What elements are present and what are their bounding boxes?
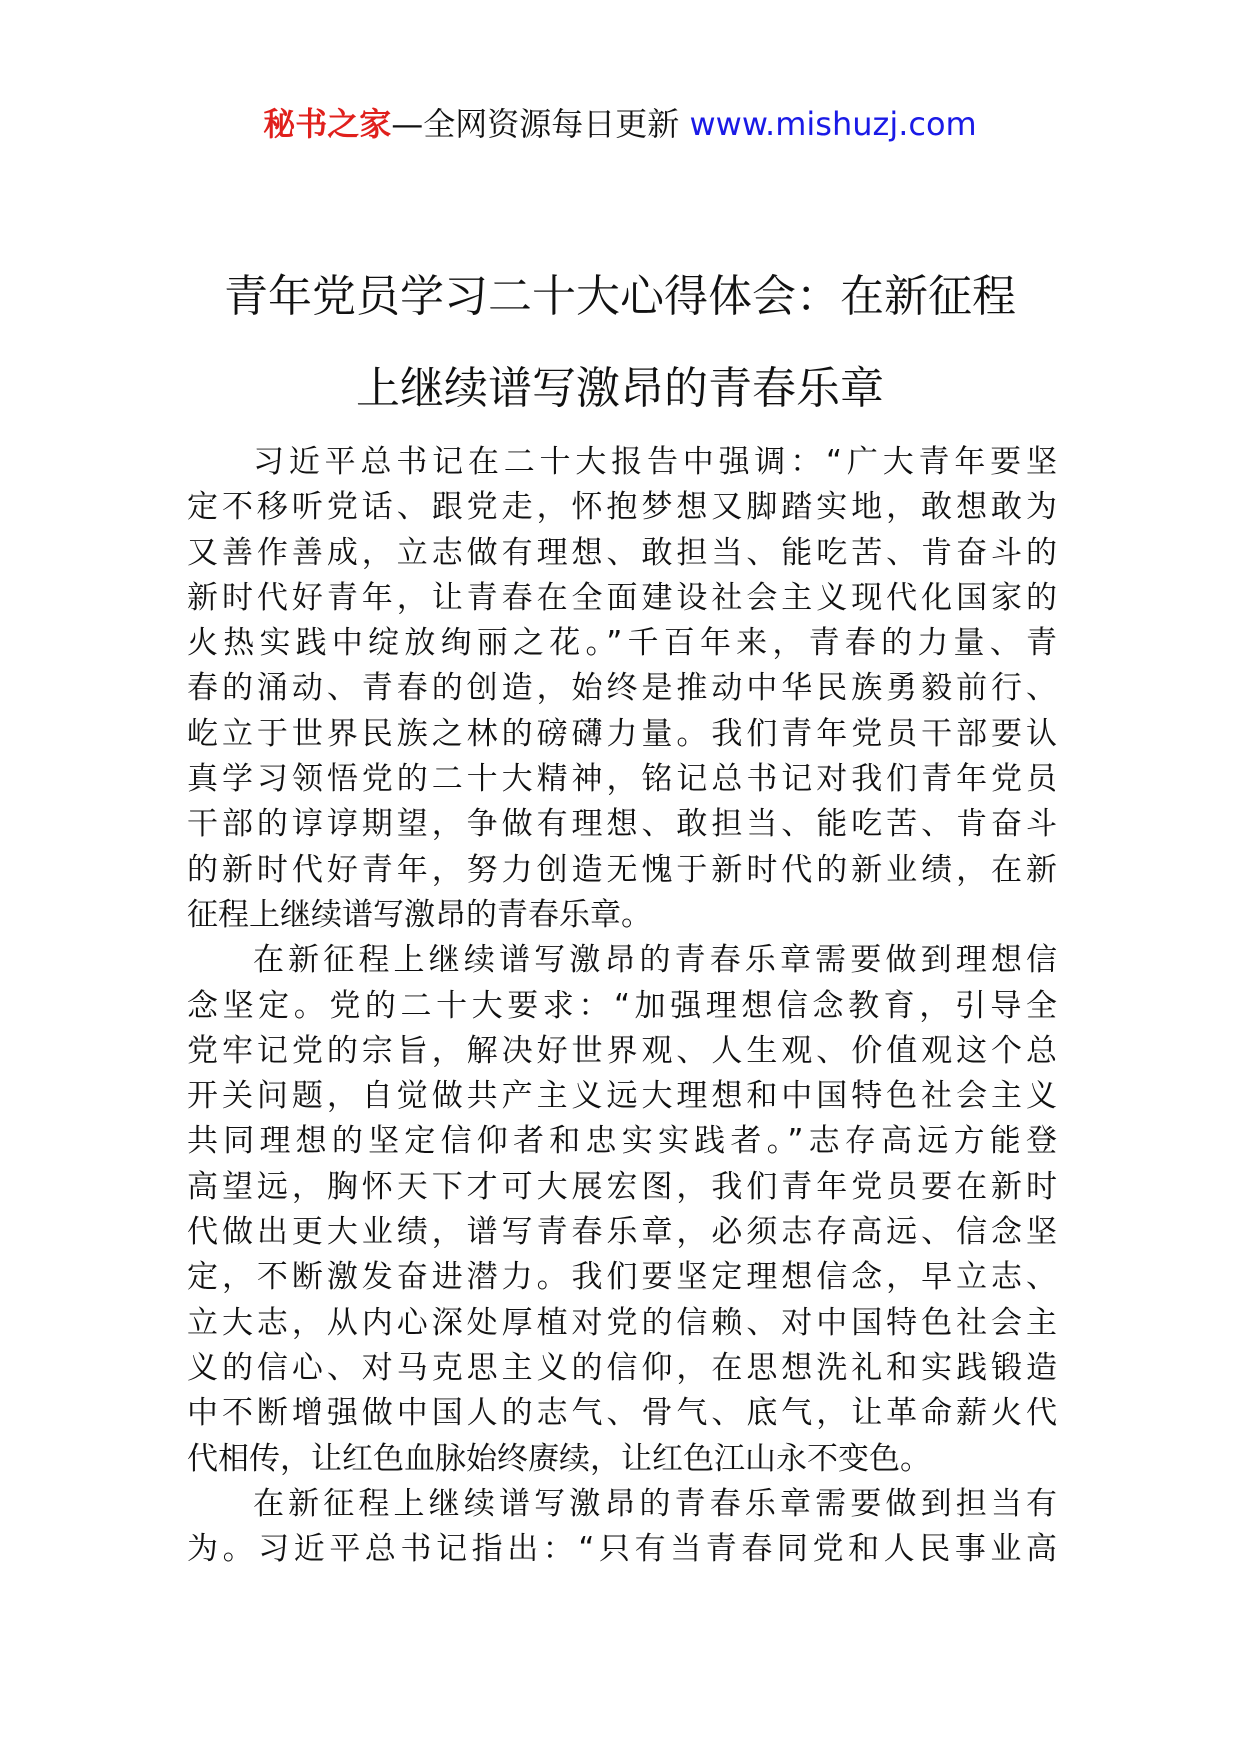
site-header: [0, 100, 1240, 148]
site-url[interactable]: www.mishuzj.com: [689, 105, 977, 143]
paragraph-line: 火热实践中绽放绚丽之花。”千百年来，青春的力量、青: [187, 625, 1057, 662]
paragraph: [187, 938, 1057, 1482]
title-line: 上继续谱写激昂的青春乐章: [356, 363, 884, 415]
paragraph-line: 又善作善成，立志做有理想、敢担当、能吃苦、肯奋斗的: [187, 534, 1057, 571]
paragraph-line: 在新征程上继续谱写激昂的青春乐章需要做到理想信: [253, 942, 1057, 979]
paragraph-line: 为。习近平总书记指出：“只有当青春同党和人民事业高: [187, 1531, 1057, 1568]
paragraph-line: 党牢记党的宗旨，解决好世界观、人生观、价值观这个总: [187, 1032, 1057, 1069]
paragraph-line: 开关问题，自觉做共产主义远大理想和中国特色社会主义: [187, 1078, 1057, 1115]
paragraph-line: 干部的谆谆期望，争做有理想、敢担当、能吃苦、肯奋斗: [187, 806, 1057, 843]
paragraph-line: 征程上继续谱写激昂的青春乐章。: [187, 896, 652, 933]
paragraph-line: 代做出更大业绩，谱写青春乐章，必须志存高远、信念坚: [187, 1214, 1057, 1251]
paragraph-line: 中不断增强做中国人的志气、骨气、底气，让革命薪火代: [187, 1395, 1057, 1432]
document-body: [187, 440, 1057, 1572]
paragraph: [187, 440, 1057, 938]
paragraph-line: 代相传，让红色血脉始终赓续，让红色江山永不变色。: [187, 1440, 931, 1477]
paragraph-line: 的新时代好青年，努力创造无愧于新时代的新业绩，在新: [187, 851, 1057, 888]
paragraph-line: 在新征程上继续谱写激昂的青春乐章需要做到担当有: [253, 1485, 1057, 1522]
paragraph-line: 定，不断激发奋进潜力。我们要坚定理想信念，早立志、: [187, 1259, 1057, 1296]
paragraph-line: 定不移听党话、跟党走，怀抱梦想又脚踏实地，敢想敢为: [187, 489, 1057, 526]
paragraph-line: 春的涌动、青春的创造，始终是推动中华民族勇毅前行、: [187, 670, 1057, 707]
paragraph-line: 立大志，从内心深处厚植对党的信赖、对中国特色社会主: [187, 1304, 1057, 1341]
paragraph-line: 真学习领悟党的二十大精神，铭记总书记对我们青年党员: [187, 761, 1057, 798]
paragraph-line: 习近平总书记在二十大报告中强调：“广大青年要坚: [253, 444, 1057, 480]
paragraph-line: 义的信心、对马克思主义的信仰，在思想洗礼和实践锻造: [187, 1349, 1057, 1386]
site-brand: 秘书之家: [263, 105, 392, 143]
paragraph-line: 念坚定。党的二十大要求：“加强理想信念教育，引导全: [187, 987, 1057, 1024]
paragraph: [187, 1482, 1057, 1573]
paragraph-line: 高望远，胸怀天下才可大展宏图，我们青年党员要在新时: [187, 1168, 1057, 1205]
site-tagline: —全网资源每日更新: [391, 105, 680, 143]
title-line: 青年党员学习二十大心得体会：在新征程: [224, 271, 1016, 323]
paragraph-line: 新时代好青年，让青春在全面建设社会主义现代化国家的: [187, 579, 1057, 616]
paragraph-line: 屹立于世界民族之林的磅礴力量。我们青年党员干部要认: [187, 715, 1057, 752]
paragraph-line: 共同理想的坚定信仰者和忠实实践者。”志存高远方能登: [187, 1123, 1057, 1160]
document-title: [150, 251, 1090, 435]
